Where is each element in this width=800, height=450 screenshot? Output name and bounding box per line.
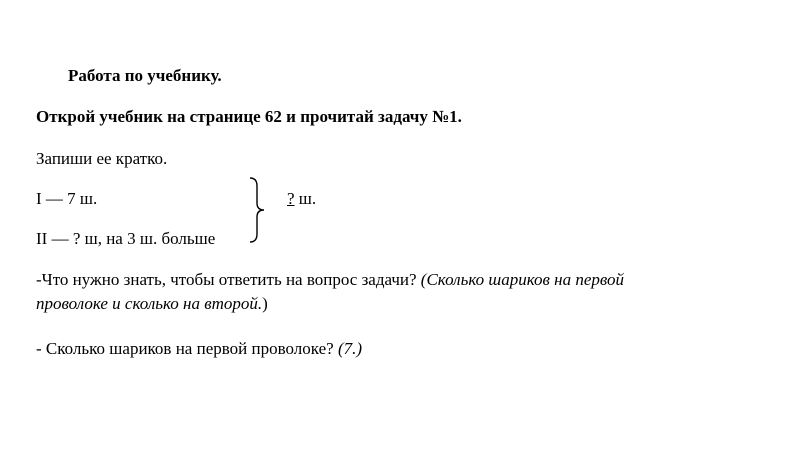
- question-1-answer-part-1: (Сколько шариков на первой: [420, 270, 625, 289]
- task-instruction: Открой учебник на странице 62 и прочитай задачу №1.: [36, 107, 462, 126]
- question-2: [36, 339, 362, 359]
- question-2-answer: (7.): [337, 339, 363, 358]
- write-briefly-instruction: Запиши ее кратко.: [36, 149, 168, 168]
- question-2-text: - Сколько шариков на первой проволоке?: [36, 339, 338, 358]
- heading: Работа по учебнику.: [68, 66, 222, 85]
- question-1-text: -Что нужно знать, чтобы ответить на вопрос задачи?: [36, 270, 421, 289]
- total-question-mark: ?: [287, 189, 295, 208]
- question-1-line-1: [36, 270, 624, 290]
- question-1-answer-part-2: проволоке и сколько на второй.: [36, 294, 263, 313]
- short-note-row-1: I — 7 ш.: [36, 189, 98, 208]
- question-1-close-paren: ): [262, 294, 268, 313]
- short-note-row-2: II — ? ш, на 3 ш. больше: [36, 229, 216, 248]
- short-note-total: [287, 189, 316, 209]
- total-unit: ш.: [294, 189, 317, 208]
- curly-brace-icon: [248, 176, 268, 244]
- question-1-line-2: [36, 294, 268, 314]
